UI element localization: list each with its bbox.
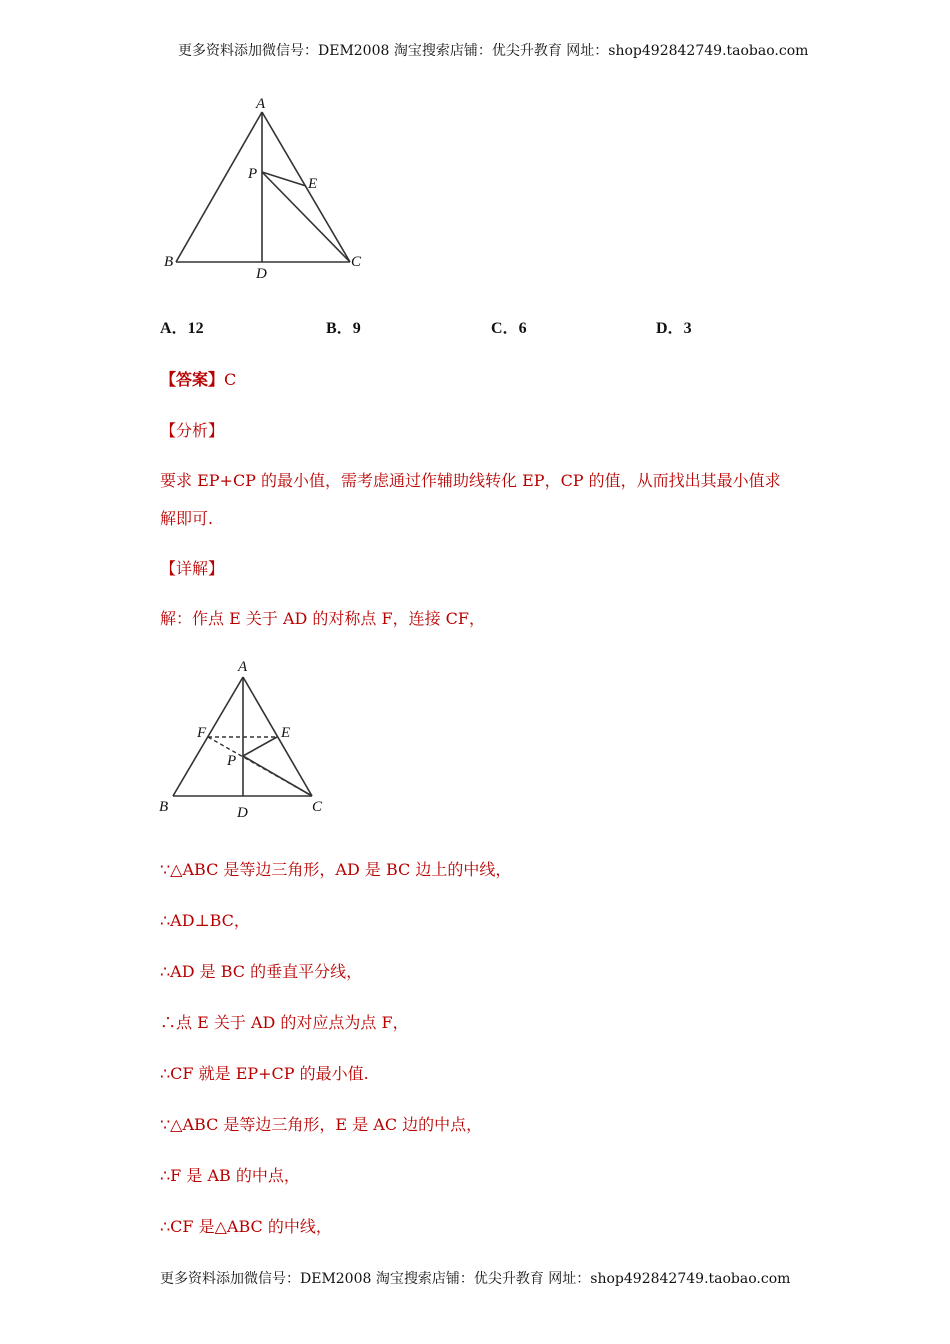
label-f: F [197,725,207,741]
detail-heading: 【详解】 [160,559,225,578]
step-8: ∴CF 是△ABC 的中线， [160,1217,332,1236]
label-d: D [237,805,248,821]
step-1: ∵△ABC 是等边三角形，AD 是 BC 边上的中线， [160,860,512,879]
label-p: P [227,753,237,769]
analysis-line-1: 要求 EP+CP 的最小值，需考虑通过作辅助线转化 EP，CP 的值，从而找出其最小值求 [160,471,781,490]
analysis-heading: 【分析】 [160,421,225,440]
step-3: ∴AD 是 BC 的垂直平分线， [160,962,363,981]
choice-c: C．6 [491,320,527,337]
step-5: ∴CF 就是 EP+CP 的最小值. [160,1064,369,1083]
segment-ac [262,112,350,262]
answer-line: 【答案】C [160,370,237,389]
label-c: C [312,799,323,815]
step-4: ∴点 E 关于 AD 的对应点为点 F， [160,1013,409,1032]
page-header: 更多资料添加微信号：DEM2008 淘宝搜索店铺：优尖升教育 网址：shop492842749.taobao.com [178,43,809,59]
step-6: ∵△ABC 是等边三角形，E 是 AC 边的中点， [160,1115,483,1134]
choice-d: D．3 [656,320,692,337]
label-c: C [351,254,362,270]
step-7: ∴F 是 AB 的中点， [160,1166,300,1185]
page-footer: 更多资料添加微信号：DEM2008 淘宝搜索店铺：优尖升教育 网址：shop492842749.taobao.com [160,1271,791,1287]
label-a: A [256,96,266,112]
label-e: E [281,725,291,741]
segment-pe [243,737,277,756]
choice-b: B．9 [326,320,361,337]
label-e: E [308,176,318,192]
triangle-figure-2 [155,655,340,825]
label-p: P [248,166,258,182]
label-a: A [238,659,248,675]
label-b: B [164,254,174,270]
detail-intro: 解：作点 E 关于 AD 的对称点 F，连接 CF， [160,609,486,628]
label-d: D [256,266,267,282]
step-2: ∴AD⊥BC， [160,911,250,930]
triangle-figure-1 [160,92,380,282]
segment-ab [176,112,262,262]
analysis-line-2: 解即可. [160,509,214,528]
label-b: B [159,799,169,815]
choice-a: A．12 [160,320,204,337]
